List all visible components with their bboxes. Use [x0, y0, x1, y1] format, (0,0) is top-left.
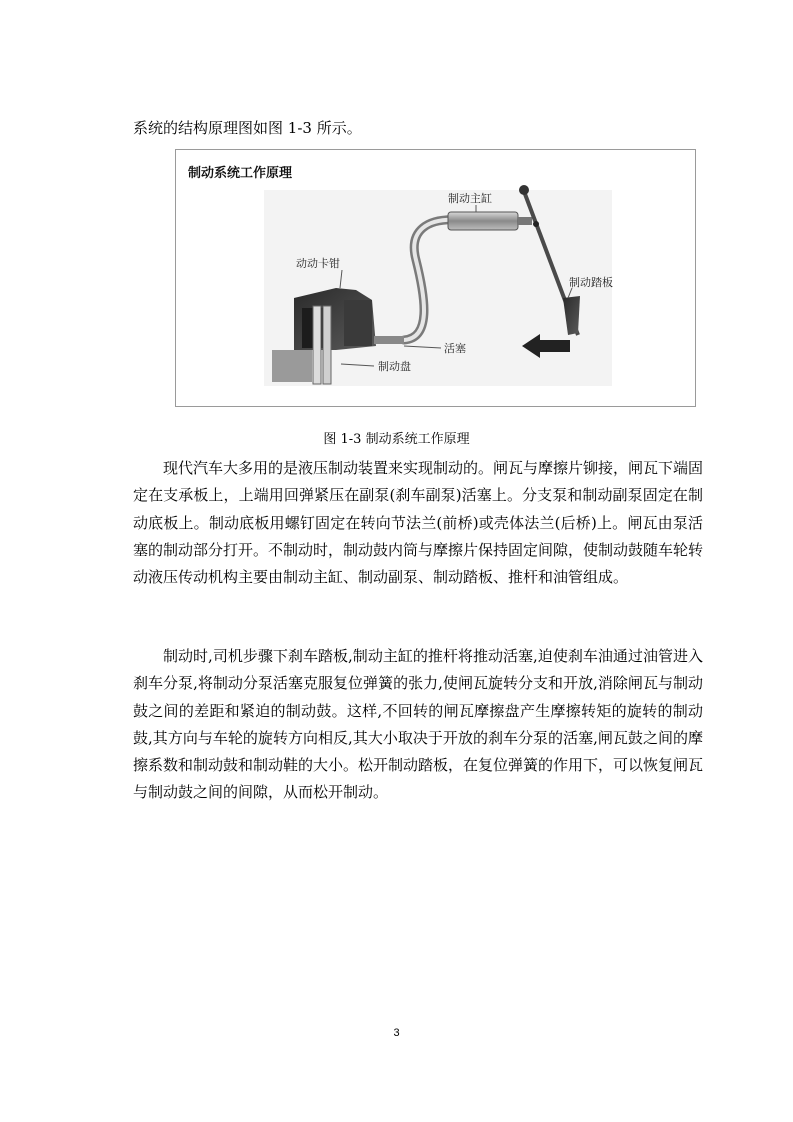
figure-title: 制动系统工作原理	[188, 166, 293, 181]
brake-disc	[313, 306, 321, 384]
master-cylinder	[448, 212, 518, 230]
figure-brake-system	[175, 149, 696, 407]
figure-caption: 图 1-3 制动系统工作原理	[323, 432, 470, 447]
label-piston: 活塞	[444, 342, 466, 355]
intro-line: 系统的结构原理图如图 1-3 所示。	[133, 119, 362, 137]
label-pedal: 制动踏板	[569, 276, 613, 289]
page-number: 3	[393, 1027, 400, 1039]
piston	[374, 336, 404, 344]
paragraph-2: 制动时,司机步骤下刹车踏板,制动主缸的推杆将推动活塞,迫使刹车油通过油管进入刹车分泵,将制动分泵活塞克服复位弹簧的张力,使闸瓦旋转分支和开放,消除闸瓦与制动鼓之间的差距和紧迫的制动鼓。这样,不回转的闸瓦摩擦盘产生摩擦转矩的旋转的制动鼓,其方向与车轮的旋转方向相反,其大小取决于开放的刹车分泵的活塞,闸瓦鼓之间的摩擦系数和制动鼓和制动鞋的大小。松开制动踏板，在复位弹簧的作用下，可以恢复闸瓦与制动鼓之间的间隙，从而松开制动。	[133, 647, 704, 802]
pedal-knob	[519, 185, 529, 195]
paragraph-1: 现代汽车大多用的是液压制动装置来实现制动的。闸瓦与摩擦片铆接，闸瓦下端固定在支承板上，上端用回弹紧压在副泵(刹车副泵)活塞上。分支泵和制动副泵固定在制动底板上。制动底板用螺钉固定在转向节法兰(前桥)或壳体法兰(后桥)上。闸瓦由泵活塞的制动部分打开。不制动时，制动鼓内筒与摩擦片保持固定间隙，使制动鼓随车轮转动液压传动机构主要由制动主缸、制动副泵、制动踏板、推杆和油管组成。	[133, 459, 704, 587]
label-master-cylinder: 制动主缸	[448, 192, 492, 205]
label-disc: 制动盘	[378, 360, 411, 373]
brake-diagram	[176, 150, 695, 406]
label-caliper: 动动卡钳	[296, 257, 340, 270]
